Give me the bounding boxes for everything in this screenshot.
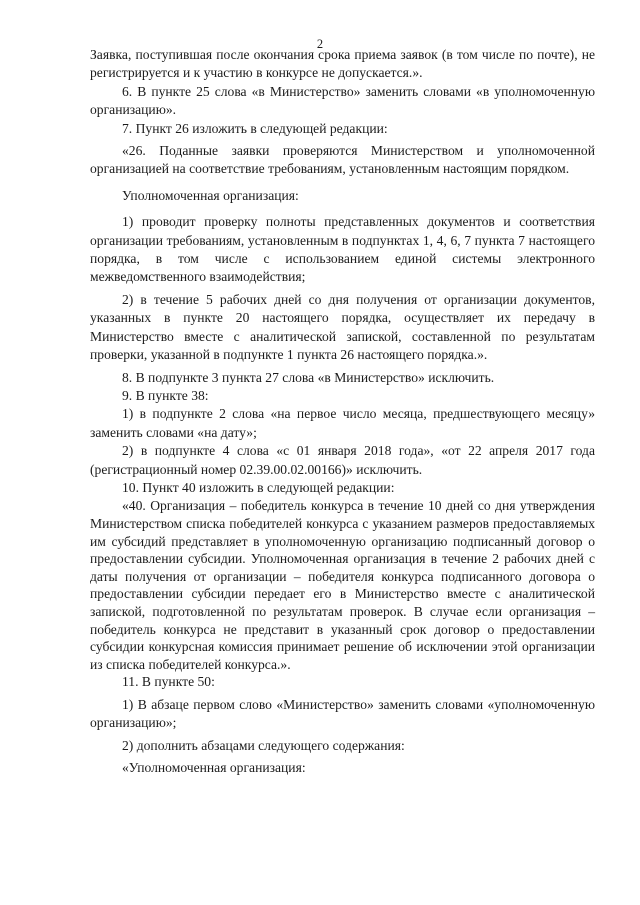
paragraph-application-deadline: Заявка, поступившая после окончания срока приема заявок (в том числе по почте), не регистрируется и к участию в конкурсе не допускается.». bbox=[90, 47, 595, 81]
paragraph-item-8: 8. В подпункте 3 пункта 27 слова «в Министерство» исключить. bbox=[122, 369, 495, 385]
paragraph-subclause-2: 2) в течение 5 рабочих дней со дня получения от организации документов, указанных в пункте 20 настоящего порядка, осуществляет их передачу в Министерство вместе с аналитической запиской, составленной по результатам проверки, указанной в подпункте 1 пункта 26 настоящего порядка.». bbox=[90, 291, 595, 363]
paragraph-clause-26: «26. Поданные заявки проверяются Министерством и уполномоченной организацией на соответствие требованиям, установленным настоящим порядком. bbox=[90, 143, 595, 177]
paragraph-item-9-sub-1: 1) в подпункте 2 слова «на первое число месяца, предшествующего месяцу» заменить словами «на дату»; bbox=[90, 406, 595, 440]
paragraph-clause-40: «40. Организация – победитель конкурса в течение 10 дней со дня утверждения Министерством списка победителей конкурса с указанием размеров предоставляемых им субсидий представляет в уполномоченную организацию подписанный договор о предоставлении субсидии. Уполномоченная организация в течение 2 рабочих дней с даты получения от организации – победителя конкурса подписанного договора о предоставлении субсидии передает его в Министерство вместе с аналитической запиской, подготовленной по результатам проверок. В случае если организация – победитель конкурса не представит в указанный срок договор о предоставлении субсидии конкурсная комиссия принимает решение об исключении этой организации из списка победителей конкурса.». bbox=[90, 498, 595, 672]
paragraph-subclause-1: 1) проводит проверку полноты представленных документов и соответствия организации требованиям, установленным в подпунктах 1, 4, 6, 7 пункта 7 настоящего порядка, в том числе с использованием единой системы электронного межведомственного взаимодействия; bbox=[90, 214, 595, 285]
paragraph-item-9-sub-2: 2) в подпункте 4 слова «с 01 января 2018 года», «от 22 апреля 2017 года (регистрационный номер 02.39.00.02.00166)» исключить. bbox=[90, 443, 595, 477]
paragraph-item-11-sub-2: 2) дополнить абзацами следующего содержания: bbox=[122, 737, 405, 753]
paragraph-item-11: 11. В пункте 50: bbox=[122, 674, 215, 690]
page-number: 2 bbox=[316, 37, 324, 51]
paragraph-item-7: 7. Пункт 26 изложить в следующей редакции: bbox=[122, 120, 388, 136]
paragraph-item-10: 10. Пункт 40 изложить в следующей редакции: bbox=[122, 479, 395, 495]
paragraph-item-6: 6. В пункте 25 слова «в Министерство» заменить словами «в уполномоченную организацию». bbox=[90, 83, 595, 118]
document-body bbox=[90, 46, 595, 777]
paragraph-authorized-org-quote: «Уполномоченная организация: bbox=[122, 759, 306, 775]
paragraph-authorized-org-heading: Уполномоченная организация: bbox=[122, 187, 299, 203]
paragraph-item-9: 9. В пункте 38: bbox=[122, 387, 209, 403]
paragraph-item-11-sub-1: 1) В абзаце первом слово «Министерство» заменить словами «уполномоченную организацию»; bbox=[90, 696, 595, 731]
